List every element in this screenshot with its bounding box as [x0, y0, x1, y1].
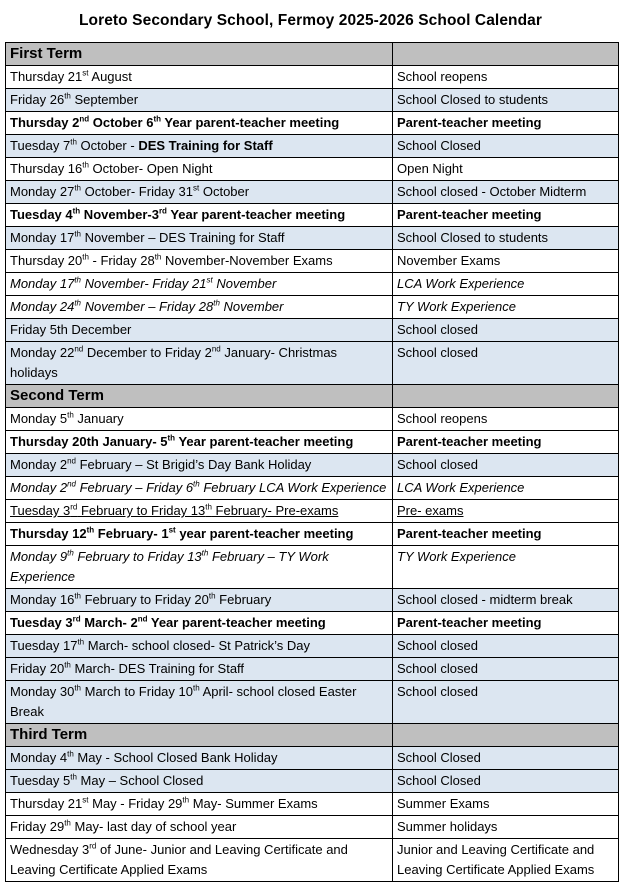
event-status-cell: School Closed to students [393, 89, 619, 112]
ordinal-suffix: th [201, 548, 209, 558]
event-text: Friday 26 [10, 92, 65, 107]
event-status-cell: Open Night [393, 158, 619, 181]
event-date-cell [6, 770, 393, 793]
event-status-cell: School reopens [393, 66, 619, 89]
ordinal-suffix: st [168, 525, 176, 535]
ordinal-suffix: th [154, 252, 162, 262]
event-text: Monday 2 [10, 480, 68, 495]
page-title: Loreto Secondary School, Fermoy 2025-2026 School Calendar [78, 12, 543, 29]
event-date-cell [6, 66, 393, 89]
event-status-cell: Parent-teacher meeting [393, 612, 619, 635]
event-date-cell [6, 181, 393, 204]
calendar-row [6, 747, 619, 770]
event-date-cell [6, 635, 393, 658]
event-status-cell: LCA Work Experience [393, 477, 619, 500]
calendar-row [6, 681, 619, 724]
ordinal-suffix: rd [89, 841, 97, 851]
calendar-row [6, 793, 619, 816]
ordinal-suffix: th [67, 410, 74, 420]
event-status-cell: TY Work Experience [393, 296, 619, 319]
event-date-cell [6, 454, 393, 477]
ordinal-suffix: th [74, 683, 81, 693]
calendar-row [6, 658, 619, 681]
event-date-cell [6, 89, 393, 112]
event-status-cell: Parent-teacher meeting [393, 204, 619, 227]
calendar-row [6, 89, 619, 112]
event-text: Tuesday 7 [10, 138, 71, 153]
ordinal-suffix: th [205, 502, 212, 512]
ordinal-suffix: th [208, 591, 216, 601]
event-text: Monday 30 [10, 684, 75, 699]
event-date-cell [6, 158, 393, 181]
event-text: February to Friday 20 [81, 592, 209, 607]
calendar-row [6, 431, 619, 454]
event-date-cell [6, 296, 393, 319]
event-date-cell [6, 523, 393, 546]
event-text: January- Christmas holidays [10, 345, 338, 380]
event-text: Monday 17 [10, 230, 75, 245]
event-text: November-3 [80, 207, 159, 222]
event-text: February – TY Work Experience [10, 549, 329, 584]
calendar-row [6, 500, 619, 523]
event-text: February [215, 592, 272, 607]
event-text: Monday 17 [10, 276, 75, 291]
event-text: March to Friday 10 [81, 684, 193, 699]
calendar-row [6, 546, 619, 589]
calendar-row [6, 342, 619, 385]
event-date-cell [6, 747, 393, 770]
event-text: November – Friday 28 [81, 299, 214, 314]
event-text: November [212, 276, 277, 291]
event-text: October- Friday 31 [81, 184, 193, 199]
calendar-row [6, 635, 619, 658]
event-status-cell: Parent-teacher meeting [393, 431, 619, 454]
calendar-row [6, 408, 619, 431]
event-text: May - School Closed Bank Holiday [73, 750, 278, 765]
event-date-cell [6, 250, 393, 273]
calendar-row [6, 770, 619, 793]
event-text-bold: DES Training for Staff [138, 138, 273, 153]
term-heading: Third Term [6, 724, 393, 747]
calendar-row [6, 181, 619, 204]
event-date-cell [6, 612, 393, 635]
ordinal-suffix: th [82, 160, 89, 170]
event-status-cell: School closed [393, 319, 619, 342]
ordinal-suffix: th [193, 479, 200, 489]
ordinal-suffix: rd [70, 502, 78, 512]
event-status-cell: Summer holidays [393, 816, 619, 839]
event-text: Monday 27 [10, 184, 75, 199]
event-text: Friday 29 [10, 819, 65, 834]
ordinal-suffix: th [86, 525, 95, 535]
event-text: Monday 2 [10, 457, 68, 472]
ordinal-suffix: th [167, 433, 176, 443]
event-text: Thursday 2 [10, 115, 80, 130]
ordinal-suffix: st [206, 275, 213, 285]
event-text: Tuesday 3 [10, 615, 73, 630]
calendar-row [6, 273, 619, 296]
event-text: Monday 24 [10, 299, 75, 314]
event-text: November- Friday 21 [81, 276, 207, 291]
event-text: Friday 20 [10, 661, 65, 676]
event-text: Wednesday 3 [10, 842, 90, 857]
ordinal-suffix: th [64, 91, 71, 101]
event-text: March- school closed- St Patrick’s Day [84, 638, 311, 653]
calendar-row [6, 454, 619, 477]
event-text: February LCA Work Experience [199, 480, 387, 495]
event-status-cell: LCA Work Experience [393, 273, 619, 296]
event-date-cell [6, 500, 393, 523]
event-date-cell [6, 681, 393, 724]
ordinal-suffix: th [213, 298, 220, 308]
calendar-row [6, 477, 619, 500]
event-text: Year parent-teacher meeting [161, 115, 340, 130]
event-text: November – DES Training for Staff [81, 230, 285, 245]
ordinal-suffix: th [64, 660, 71, 670]
event-text: of June- Junior and Leaving Certificate and Leaving Certificate Applied Exams [10, 842, 348, 877]
ordinal-suffix: th [64, 818, 71, 828]
event-text: December to Friday 2 [83, 345, 212, 360]
event-date-cell [6, 112, 393, 135]
event-text: February to Friday 13 [77, 503, 206, 518]
event-text: Monday 22 [10, 345, 75, 360]
ordinal-suffix: th [153, 114, 161, 124]
event-text: Thursday 16 [10, 161, 83, 176]
term-header-row [6, 385, 619, 408]
event-status-cell: November Exams [393, 250, 619, 273]
event-date-cell [6, 793, 393, 816]
event-text: Tuesday 17 [10, 638, 78, 653]
calendar-row [6, 204, 619, 227]
event-text: Year parent-teacher meeting [166, 207, 346, 222]
event-text: October - [76, 138, 139, 153]
calendar-row [6, 227, 619, 250]
event-text: February – Friday 6 [76, 480, 194, 495]
event-text: Monday 16 [10, 592, 75, 607]
event-date-cell [6, 227, 393, 250]
calendar-row [6, 589, 619, 612]
ordinal-suffix: th [74, 183, 81, 193]
term-heading-blank [393, 43, 619, 66]
ordinal-suffix: st [82, 68, 89, 78]
event-text: August [88, 69, 132, 84]
ordinal-suffix: th [72, 206, 81, 216]
event-text: Monday 9 [10, 549, 68, 564]
calendar-row [6, 612, 619, 635]
event-text: May – School Closed [76, 773, 204, 788]
event-status-cell: School Closed [393, 135, 619, 158]
ordinal-suffix: st [82, 795, 89, 805]
event-text: Thursday 20 [10, 253, 83, 268]
term-header-row [6, 43, 619, 66]
event-text: March- DES Training for Staff [70, 661, 245, 676]
event-date-cell [6, 431, 393, 454]
ordinal-suffix: nd [67, 456, 76, 466]
event-status-cell: School closed - midterm break [393, 589, 619, 612]
event-status-cell: School closed - October Midterm [393, 181, 619, 204]
event-date-cell [6, 477, 393, 500]
ordinal-suffix: th [74, 591, 81, 601]
event-status-cell: School closed [393, 342, 619, 385]
event-text: Thursday 21 [10, 796, 83, 811]
event-status-cell: TY Work Experience [393, 546, 619, 589]
event-text: year parent-teacher meeting [175, 526, 354, 541]
event-status-cell: School Closed [393, 747, 619, 770]
event-text: May- last day of school year [70, 819, 237, 834]
event-text: Tuesday 5 [10, 773, 71, 788]
calendar-row [6, 66, 619, 89]
ordinal-suffix: nd [74, 344, 84, 354]
ordinal-suffix: th [70, 772, 77, 782]
event-status-cell: School Closed to students [393, 227, 619, 250]
ordinal-suffix: th [193, 683, 200, 693]
ordinal-suffix: th [67, 749, 74, 759]
event-text: October [199, 184, 250, 199]
event-text: November [219, 299, 284, 314]
event-date-cell [6, 408, 393, 431]
event-status-cell: Junior and Leaving Certificate and Leaving Certificate Applied Exams [393, 839, 619, 882]
event-text: February – St Brigid’s Day Bank Holiday [76, 457, 312, 472]
calendar-table [5, 42, 619, 882]
ordinal-suffix: th [182, 795, 190, 805]
event-status-cell: School Closed [393, 770, 619, 793]
event-status-cell: School reopens [393, 408, 619, 431]
ordinal-suffix: nd [211, 344, 221, 354]
event-date-cell [6, 658, 393, 681]
event-date-cell [6, 135, 393, 158]
event-text: May- Summer Exams [189, 796, 318, 811]
ordinal-suffix: nd [137, 614, 148, 624]
event-text: October- Open Night [88, 161, 213, 176]
event-text: Thursday 12 [10, 526, 87, 541]
calendar-row [6, 112, 619, 135]
calendar-row [6, 816, 619, 839]
event-text: February to Friday 13 [73, 549, 202, 564]
event-text: Friday 5th December [10, 322, 132, 337]
calendar-body [6, 43, 619, 882]
event-text: April- school closed Easter Break [10, 684, 357, 719]
ordinal-suffix: nd [67, 479, 76, 489]
ordinal-suffix: th [74, 229, 81, 239]
event-date-cell [6, 319, 393, 342]
event-text: March- 2 [80, 615, 138, 630]
event-status-cell: Summer Exams [393, 793, 619, 816]
event-text: Monday 5 [10, 411, 68, 426]
event-text: Monday 4 [10, 750, 68, 765]
event-status-cell: Parent-teacher meeting [393, 112, 619, 135]
event-date-cell [6, 546, 393, 589]
ordinal-suffix: th [77, 637, 85, 647]
ordinal-suffix: nd [79, 114, 90, 124]
event-text: January [73, 411, 124, 426]
event-text: Tuesday 3 [10, 503, 71, 518]
term-heading-blank [393, 724, 619, 747]
calendar-row [6, 158, 619, 181]
calendar-row [6, 523, 619, 546]
event-text: November-November Exams [161, 253, 333, 268]
calendar-row [6, 135, 619, 158]
event-status-cell: School closed [393, 681, 619, 724]
ordinal-suffix: th [74, 298, 81, 308]
event-status-cell: School closed [393, 635, 619, 658]
event-date-cell [6, 816, 393, 839]
calendar-row [6, 839, 619, 882]
calendar-row [6, 296, 619, 319]
term-heading: Second Term [6, 385, 393, 408]
event-text: Thursday 21 [10, 69, 83, 84]
event-text: February- 1 [94, 526, 169, 541]
event-text: May - Friday 29 [88, 796, 183, 811]
ordinal-suffix: th [70, 137, 77, 147]
event-status-cell: School closed [393, 454, 619, 477]
ordinal-suffix: st [193, 183, 200, 193]
event-status-cell: Parent-teacher meeting [393, 523, 619, 546]
ordinal-suffix: th [74, 275, 81, 285]
event-text: Thursday 20th January- 5 [10, 434, 168, 449]
ordinal-suffix: th [82, 252, 89, 262]
term-heading: First Term [6, 43, 393, 66]
event-text: February- Pre-exams [211, 503, 339, 518]
ordinal-suffix: rd [158, 206, 167, 216]
event-date-cell [6, 589, 393, 612]
term-heading-blank [393, 385, 619, 408]
ordinal-suffix: rd [72, 614, 81, 624]
event-text: Year parent-teacher meeting [175, 434, 354, 449]
event-date-cell [6, 273, 393, 296]
event-text: - Friday 28 [88, 253, 155, 268]
event-date-cell [6, 204, 393, 227]
event-text: October 6 [89, 115, 154, 130]
event-status-cell: Pre- exams [393, 500, 619, 523]
event-status-cell: School closed [393, 658, 619, 681]
event-date-cell [6, 342, 393, 385]
event-text: Tuesday 4 [10, 207, 73, 222]
calendar-row [6, 250, 619, 273]
event-date-cell [6, 839, 393, 882]
event-text: Year parent-teacher meeting [147, 615, 326, 630]
term-header-row [6, 724, 619, 747]
calendar-row [6, 319, 619, 342]
event-text: September [70, 92, 139, 107]
ordinal-suffix: th [67, 548, 74, 558]
